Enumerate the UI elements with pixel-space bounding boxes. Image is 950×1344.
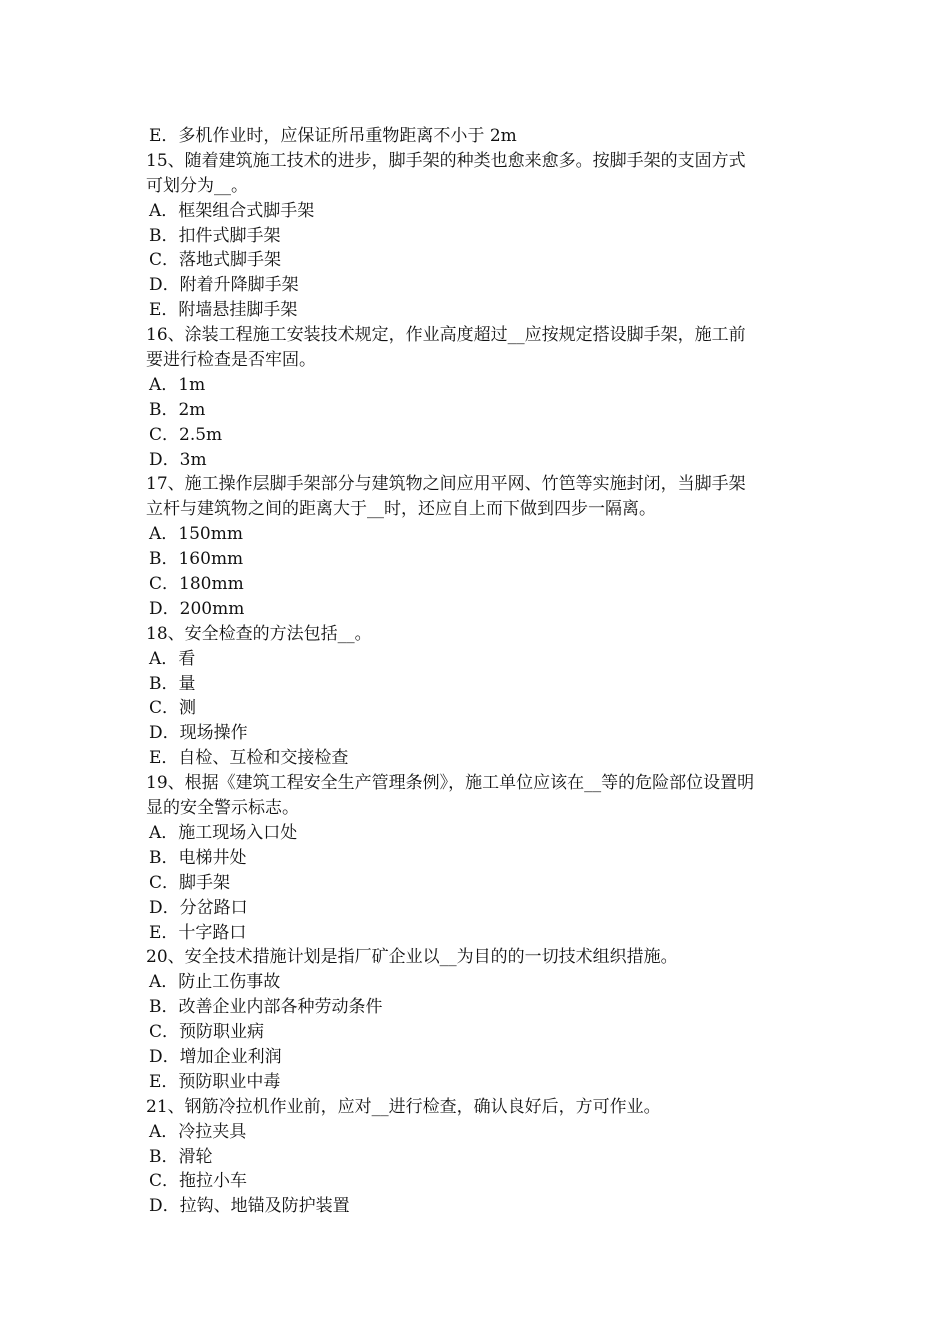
answer-option: C．拖拉小车 <box>149 1171 248 1192</box>
question-text: 16、涂装工程施工安装技术规定，作业高度超过__应按规定搭设脚手架，施工前 <box>146 325 746 346</box>
question-text: 19、根据《建筑工程安全生产管理条例》，施工单位应该在__等的危险部位设置明 <box>146 773 755 794</box>
answer-option: E．十字路口 <box>149 922 247 943</box>
answer-option: B．160mm <box>149 549 244 570</box>
answer-option: B．滑轮 <box>149 1146 213 1167</box>
answer-option: A．施工现场入口处 <box>149 822 298 843</box>
answer-option: E．多机作业时，应保证所吊重物距离不小于 2m <box>149 126 517 146</box>
answer-option: E．自检、互检和交接检查 <box>149 748 349 769</box>
answer-option: E．预防职业中毒 <box>149 1071 281 1092</box>
answer-option: A．150mm <box>149 524 243 545</box>
question-text: 21、钢筋冷拉机作业前，应对__进行检查，确认良好后，方可作业。 <box>146 1096 661 1117</box>
answer-option: A．防止工伤事故 <box>149 972 281 993</box>
question-text: 20、安全技术措施计划是指厂矿企业以__为目的的一切技术组织措施。 <box>146 947 678 968</box>
answer-option: B．2m <box>149 399 206 420</box>
answer-option: D．现场操作 <box>149 723 248 744</box>
answer-option: D．分岔路口 <box>149 897 248 918</box>
answer-option: C．脚手架 <box>149 872 231 893</box>
answer-option: C．落地式脚手架 <box>149 250 282 271</box>
answer-option: B．扣件式脚手架 <box>149 225 281 246</box>
question-text: 18、安全检查的方法包括__。 <box>146 623 372 644</box>
answer-option: A．冷拉夹具 <box>149 1121 247 1142</box>
question-text: 17、施工操作层脚手架部分与建筑物之间应用平网、竹笆等实施封闭，当脚手架 <box>146 474 746 495</box>
answer-option: D．3m <box>149 449 207 470</box>
answer-option: A．1m <box>149 374 206 395</box>
answer-option: C．预防职业病 <box>149 1022 265 1043</box>
question-text: 要进行检查是否牢固。 <box>146 350 316 371</box>
question-text: 显的安全警示标志。 <box>146 798 299 819</box>
answer-option: C．180mm <box>149 574 244 595</box>
answer-option: D．附着升降脚手架 <box>149 275 299 296</box>
answer-option: C．测 <box>149 698 197 719</box>
question-text: 15、随着建筑施工技术的进步，脚手架的种类也愈来愈多。按脚手架的支固方式 <box>146 150 746 171</box>
answer-option: B．改善企业内部各种劳动条件 <box>149 997 383 1018</box>
answer-option: C．2.5m <box>149 424 223 445</box>
answer-option: B．电梯井处 <box>149 847 247 868</box>
answer-option: A．看 <box>149 648 196 669</box>
document-body <box>146 124 811 1219</box>
question-text: 可划分为__。 <box>146 175 248 196</box>
answer-option: D．拉钩、地锚及防护装置 <box>149 1196 350 1217</box>
answer-option: D．200mm <box>149 598 245 619</box>
answer-option: B．量 <box>149 673 196 694</box>
answer-option: D．增加企业利润 <box>149 1046 282 1067</box>
question-text: 立杆与建筑物之间的距离大于__时，还应自上而下做到四步一隔离。 <box>146 499 656 520</box>
answer-option: E．附墙悬挂脚手架 <box>149 300 298 321</box>
answer-option: A．框架组合式脚手架 <box>149 200 315 221</box>
